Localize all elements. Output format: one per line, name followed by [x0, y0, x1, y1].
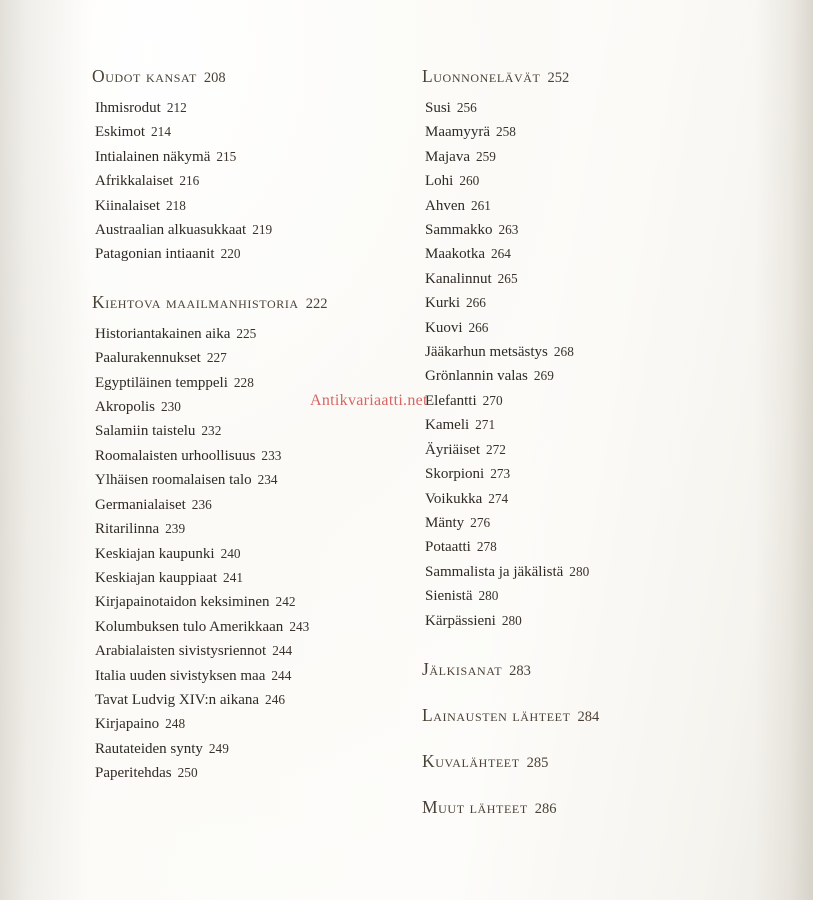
toc-entry [95, 688, 422, 712]
toc-entry-label: Lohi [425, 173, 454, 190]
toc-entry [95, 737, 422, 761]
toc-entry-label: Potaatti [425, 539, 471, 556]
toc-entry-page: 225 [236, 325, 257, 341]
toc-entry-page: 246 [265, 691, 285, 707]
toc-entry-label: Ahven [425, 197, 465, 214]
toc-entry-label: Kirjapainotaidon keksiminen [95, 594, 270, 611]
toc-entry [95, 712, 422, 736]
toc-entry [95, 664, 422, 688]
toc-entry [95, 395, 422, 419]
section-heading-page: 284 [577, 708, 600, 725]
toc-entry [95, 517, 422, 541]
toc-entry-page: 248 [165, 716, 186, 732]
toc-entry-page: 214 [151, 124, 171, 140]
toc-entry [425, 560, 752, 584]
toc-entry [95, 444, 422, 468]
toc-entry-label: Kolumbuksen tulo Amerikkaan [95, 618, 284, 635]
toc-entry-label: Maamyyrä [425, 124, 490, 141]
toc-entry [425, 267, 752, 291]
toc-entry [425, 511, 752, 535]
toc-entry-label: Susi [425, 100, 451, 116]
toc-entry-page: 280 [478, 588, 499, 604]
toc-entry-page: 244 [272, 643, 293, 659]
toc-entry [425, 487, 752, 511]
toc-entry-label: Äyriäiset [425, 441, 480, 458]
section-heading-page: 252 [547, 70, 570, 86]
toc-entry [95, 242, 422, 266]
toc-entry [425, 120, 752, 144]
toc-section-kuvalahteet [422, 751, 752, 772]
toc-entry [95, 493, 422, 517]
toc-entry-label: Voikukka [425, 490, 483, 507]
toc-entry [425, 242, 752, 266]
toc-entry [95, 566, 422, 590]
toc-entry-page: 241 [223, 569, 243, 585]
toc-entry-label: Sammalista ja jäkälistä [425, 563, 564, 580]
toc-entry-page: 244 [271, 667, 292, 683]
toc-entry-label: Rautateiden synty [95, 740, 203, 757]
toc-column-right [422, 66, 752, 843]
toc-entry [425, 169, 752, 193]
toc-entry-page: 230 [161, 399, 181, 415]
toc-entry-page: 218 [165, 197, 186, 213]
toc-entry-page: 234 [257, 472, 278, 488]
section-heading-page: 286 [534, 800, 557, 817]
section-heading-page: 208 [203, 70, 226, 86]
toc-section-luonnonelavat [422, 66, 752, 633]
toc-entry-label: Eskimot [95, 124, 146, 141]
toc-entry-label: Sienistä [425, 588, 473, 605]
toc-entry-page: 219 [252, 222, 273, 238]
toc-entry-page: 270 [482, 392, 503, 408]
toc-entry-label: Kirjapaino [95, 716, 160, 733]
toc-entry-page: 215 [216, 148, 237, 164]
section-heading [422, 705, 752, 726]
toc-entry [95, 218, 422, 242]
toc-entry-label: Sammakko [425, 222, 493, 239]
toc-entry-page: 216 [179, 173, 200, 189]
toc-entry-page: 278 [476, 539, 497, 555]
toc-entry-page: 249 [208, 740, 229, 756]
toc-entry-label: Akropolis [95, 399, 155, 416]
toc-entry [425, 218, 752, 242]
section-heading [422, 66, 752, 87]
toc-entry-page: 220 [220, 246, 241, 262]
toc-entry-page: 239 [165, 521, 186, 537]
toc-entry-label: Ihmisrodut [95, 100, 161, 116]
toc-entry [95, 468, 422, 492]
toc-section-jalkisanat [422, 659, 752, 680]
toc-entry-page: 260 [459, 173, 480, 189]
toc-entry-label: Kärpässieni [425, 612, 496, 629]
section-heading-page: 285 [526, 754, 549, 771]
toc-entry-page: 280 [569, 563, 590, 579]
toc-entry-label: Paperitehdas [95, 765, 172, 782]
toc-entry-label: Kurki [425, 295, 460, 312]
toc-section-oudot-kansat [92, 66, 422, 267]
toc-entry-page: 266 [466, 295, 486, 311]
toc-entry-label: Tavat Ludvig XIV:n aikana [95, 691, 260, 708]
toc-entry-label: Austraalian alkuasukkaat [95, 222, 247, 239]
toc-entry [95, 542, 422, 566]
toc-entry-label: Arabialaisten sivistysriennot [95, 643, 267, 660]
toc-entry-page: 268 [553, 344, 574, 360]
toc-entry-label: Kiinalaiset [95, 197, 160, 214]
toc-entry-label: Kameli [425, 417, 470, 434]
toc-entry [95, 761, 422, 785]
section-heading [422, 751, 752, 772]
toc-entry-page: 271 [475, 417, 496, 433]
toc-entry [95, 96, 422, 120]
toc-entry-page: 274 [488, 490, 509, 506]
toc-entry-label: Historiantakainen aika [95, 325, 231, 342]
toc-entry-page: 242 [275, 594, 296, 610]
toc-entry-label: Maakotka [425, 246, 485, 263]
toc-entry [425, 609, 752, 633]
toc-entry-page: 266 [468, 319, 489, 335]
toc-entry-label: Kuovi [425, 319, 463, 336]
section-heading-page: 222 [305, 295, 328, 312]
toc-entry [95, 371, 422, 395]
section-heading-label: Kiehtova maailmanhistoria [92, 291, 299, 312]
toc-entry-page: 276 [470, 514, 491, 530]
toc-entry-label: Ritarilinna [95, 521, 160, 538]
toc-entry [95, 145, 422, 169]
toc-entry-label: Keskiajan kauppiaat [95, 569, 218, 586]
toc-entry [95, 590, 422, 614]
toc-entry-page: 233 [261, 447, 282, 463]
toc-entry-label: Italia uuden sivistyksen maa [95, 667, 266, 684]
toc-entry [95, 322, 422, 346]
toc-entry-label: Roomalaisten urhoollisuus [95, 447, 256, 464]
toc-section-muut-lahteet [422, 797, 752, 818]
section-heading-page: 283 [509, 662, 531, 679]
toc-entry [95, 120, 422, 144]
toc-entry-page: 256 [456, 100, 477, 115]
toc-entry [425, 364, 752, 388]
toc-entry-label: Ylhäisen roomalaisen talo [95, 472, 252, 489]
toc-entry-page: 263 [498, 222, 519, 238]
section-heading-label: Lainausten lähteet [422, 704, 571, 725]
toc-entry-page: 264 [490, 246, 511, 262]
toc-entry-page: 212 [166, 100, 187, 115]
toc-entry-page: 250 [177, 765, 198, 781]
section-heading [422, 797, 752, 818]
toc-entry-page: 228 [233, 374, 254, 390]
toc-entry-page: 240 [220, 545, 241, 561]
toc-entry-label: Majava [425, 148, 470, 165]
toc-entry-page: 273 [490, 466, 511, 482]
section-heading-label: Jälkisanat [422, 658, 503, 679]
toc-entry-label: Kanalinnut [425, 270, 492, 287]
toc-entry [425, 145, 752, 169]
toc-entry [95, 346, 422, 370]
toc-entry [95, 615, 422, 639]
toc-entry-page: 280 [501, 612, 522, 628]
table-of-contents [0, 66, 813, 843]
toc-entry-page: 258 [495, 124, 516, 140]
toc-entry [425, 438, 752, 462]
toc-entry [425, 340, 752, 364]
toc-entry [425, 194, 752, 218]
toc-section-kiehtova-maailmanhistoria [92, 292, 422, 786]
toc-entry [95, 419, 422, 443]
toc-entry-label: Germanialaiset [95, 496, 186, 513]
section-heading [92, 66, 422, 87]
toc-entry [425, 291, 752, 315]
toc-entry-label: Jääkarhun metsästys [425, 344, 548, 361]
toc-entry-label: Afrikkalaiset [95, 173, 174, 190]
toc-entry [425, 535, 752, 559]
toc-entry-label: Patagonian intiaanit [95, 246, 215, 263]
toc-entry [95, 169, 422, 193]
toc-entry-label: Salamiin taistelu [95, 423, 196, 440]
toc-entry-page: 265 [497, 270, 518, 286]
toc-entry-label: Mänty [425, 514, 465, 531]
section-heading [92, 292, 422, 313]
toc-entry [425, 462, 752, 486]
toc-entry [425, 96, 752, 120]
toc-entry-label: Elefantti [425, 392, 477, 409]
toc-entry [95, 194, 422, 218]
toc-entry-label: Paalurakennukset [95, 350, 201, 367]
toc-entry-label: Intialainen näkymä [95, 148, 211, 165]
section-heading [422, 659, 752, 680]
toc-entry-page: 236 [191, 496, 212, 512]
toc-entry [425, 316, 752, 340]
section-spacer [92, 273, 422, 292]
section-heading-label: Muut lähteet [422, 796, 528, 817]
toc-column-left [92, 66, 422, 843]
toc-entry-label: Grönlannin valas [425, 368, 528, 385]
toc-entry-label: Skorpioni [425, 466, 485, 483]
toc-entry [425, 389, 752, 413]
toc-entry [425, 413, 752, 437]
toc-section-lainausten-lahteet [422, 705, 752, 726]
toc-entry-label: Egyptiläinen temppeli [95, 374, 228, 391]
section-heading-label: Kuvalähteet [422, 750, 520, 771]
toc-entry-page: 269 [533, 368, 554, 384]
section-heading-label: Oudot kansat [92, 66, 197, 86]
toc-tail-sections [422, 659, 752, 818]
toc-entry-page: 261 [471, 197, 491, 213]
toc-entry-page: 227 [206, 350, 227, 366]
toc-entry-page: 272 [485, 441, 506, 457]
toc-entry [425, 584, 752, 608]
toc-entry [95, 639, 422, 663]
section-heading-label: Luonnonelävät [422, 66, 541, 86]
toc-entry-page: 243 [289, 618, 310, 634]
toc-entry-page: 259 [475, 148, 496, 164]
toc-entry-label: Keskiajan kaupunki [95, 545, 215, 562]
toc-entry-page: 232 [201, 423, 222, 439]
watermark-text: Antikvariaatti.net [310, 392, 428, 409]
